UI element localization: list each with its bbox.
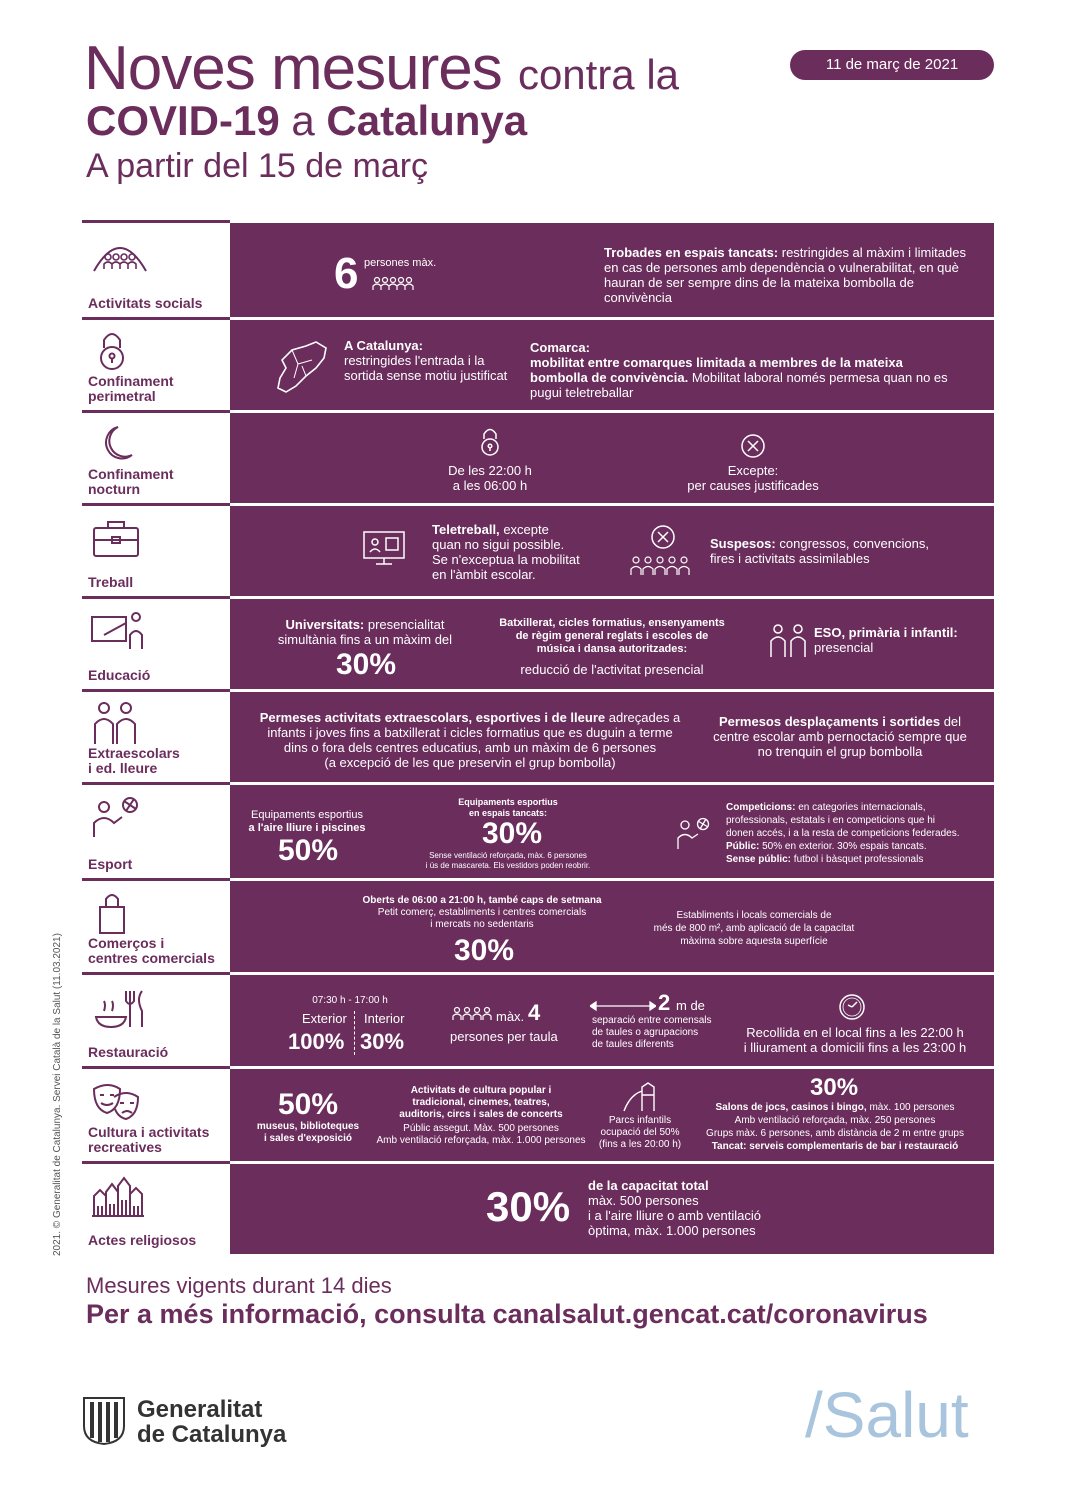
label-line-1: Confinament bbox=[88, 373, 174, 389]
esport-b-4: i ús de mascareta. Els vestidors poden reobrir. bbox=[425, 861, 591, 870]
cultura-d-4b: Tancat: bbox=[711, 1141, 747, 1152]
label-line-1: Confinament bbox=[88, 466, 174, 482]
row-comercos bbox=[82, 878, 994, 972]
row-activitats-socials bbox=[82, 220, 994, 317]
religiosos-a-1: de la capacitat total bbox=[588, 1178, 709, 1193]
row-treball bbox=[82, 503, 994, 596]
bat-2: de règim general reglats i escoles de bbox=[515, 630, 709, 642]
row-body bbox=[230, 596, 994, 689]
tele-bold: Teletreball, bbox=[432, 522, 500, 537]
row-extraescolars bbox=[82, 689, 994, 782]
cultura-salons-pct: 30% bbox=[810, 1074, 859, 1101]
salut-logo: /Salut bbox=[805, 1379, 969, 1451]
esport-tancats-note bbox=[410, 851, 606, 871]
footer-validity: Mesures vigents durant 14 dies bbox=[86, 1273, 392, 1298]
title-mid: a bbox=[291, 97, 315, 144]
athlete-ball-icon bbox=[676, 815, 714, 851]
comarca-title: Comarca: bbox=[530, 340, 590, 355]
people-row-icon bbox=[372, 275, 418, 291]
catalunya-title: A Catalunya: bbox=[344, 338, 423, 353]
children-icon bbox=[768, 621, 808, 659]
row-body bbox=[230, 317, 994, 410]
row-label-text bbox=[88, 1125, 209, 1155]
uni-1: presencialitat bbox=[367, 617, 445, 632]
rest-dist-3: de taules diferents bbox=[592, 1039, 674, 1050]
cultura-museus-pct: 50% bbox=[278, 1088, 339, 1121]
group-arch-icon bbox=[90, 231, 150, 277]
row-body bbox=[230, 878, 994, 972]
cultura-c-2: ocupació del 50% bbox=[600, 1127, 680, 1138]
nocturn-hours bbox=[410, 463, 570, 493]
susp-1: congressos, convencions, bbox=[779, 536, 929, 551]
cultura-c-1: Parcs infantils bbox=[608, 1115, 672, 1126]
bat-1: Batxillerat, cicles formatius, ensenyaments bbox=[499, 617, 725, 629]
religiosos-pct: 30% bbox=[486, 1183, 571, 1230]
esport-tancats bbox=[430, 797, 586, 819]
religiosos-a-3: i a l'aire lliure o amb ventilació bbox=[588, 1208, 762, 1223]
row-label-text bbox=[88, 467, 174, 497]
cultura-c-3: (fins a les 20:00 h) bbox=[598, 1139, 682, 1150]
cultura-a-2: i sales d'exposició bbox=[264, 1133, 352, 1144]
gen-line-2: de Catalunya bbox=[137, 1421, 287, 1448]
row-label bbox=[82, 410, 230, 503]
esport-a-2: a l'aire lliure i piscines bbox=[248, 822, 366, 834]
row-body bbox=[230, 220, 994, 317]
social-max-number: 6 bbox=[334, 249, 359, 298]
except-line-1: Excepte: bbox=[727, 463, 779, 478]
rest-exterior-label: Exterior bbox=[302, 1011, 347, 1026]
shopping-bag-icon bbox=[90, 889, 150, 935]
hours-line-2: a les 06:00 h bbox=[452, 478, 528, 493]
label-line-2: centres comercials bbox=[88, 950, 215, 966]
extra-a-1b: adreçades a bbox=[608, 710, 681, 725]
esport-c-1b: Competicions: bbox=[726, 802, 796, 813]
row-body bbox=[230, 972, 994, 1066]
row-label-text bbox=[88, 746, 180, 776]
row-label bbox=[82, 317, 230, 410]
esport-competicions bbox=[726, 801, 972, 866]
row-label bbox=[82, 1161, 230, 1254]
social-text bbox=[604, 245, 974, 305]
double-arrow-icon bbox=[590, 1001, 656, 1011]
social-text-body: restringides al màxim i limitades en cas de persones amb dependència o vulnerabilitat, en què hauran de ser sempre dins de la mateixa bombolla de convivència bbox=[604, 245, 966, 305]
eso-1: ESO, primària i infantil: bbox=[814, 625, 958, 640]
cultura-b-3: auditoris, circs i sales de concerts bbox=[399, 1109, 563, 1120]
comarca-text-bold: mobilitat entre comarques limitada a membres de la mateixa bombolla de convivència. bbox=[530, 355, 903, 385]
cultura-d-4: serveis complementaris de bar i restauració bbox=[749, 1141, 959, 1152]
row-label bbox=[82, 878, 230, 972]
perimetral-comarca bbox=[530, 340, 960, 400]
subtitle: A partir del 15 de març bbox=[86, 147, 429, 185]
row-label bbox=[82, 220, 230, 317]
comercos-800m2 bbox=[644, 909, 864, 948]
catalonia-map-icon bbox=[272, 338, 332, 398]
uni-2: simultània fins a un màxim del bbox=[277, 632, 453, 647]
esport-c-5b: Sense públic: bbox=[726, 854, 792, 865]
row-body bbox=[230, 1066, 994, 1161]
row-label-text: Activitats socials bbox=[88, 295, 203, 311]
esport-b-2: en espais tancats: bbox=[468, 808, 548, 818]
rest-rec-1: Recollida en el local fins a les 22:00 h bbox=[746, 1025, 964, 1040]
row-label-text bbox=[88, 374, 174, 404]
row-label-text: Actes religiosos bbox=[88, 1232, 197, 1248]
row-label bbox=[82, 689, 230, 782]
label-line-1: Cultura i activitats bbox=[88, 1124, 210, 1140]
esport-c-4b: Públic: bbox=[726, 841, 760, 852]
extra-b-1: Permesos desplaçaments i sortides bbox=[718, 714, 941, 729]
extra-a-4: (a excepció de les que preservin el grup bombolla) bbox=[324, 755, 616, 770]
extra-b-1b: del bbox=[943, 714, 962, 729]
hours-line-1: De les 22:00 h bbox=[448, 463, 532, 478]
cultura-a-1: museus, biblioteques bbox=[256, 1121, 360, 1132]
extra-b-2: centre escolar amb pernoctació sempre que bbox=[713, 729, 967, 744]
comarca-text: Mobilitat laboral només permesa quan no es pugui teletreballar bbox=[530, 370, 948, 400]
religiosos-text bbox=[588, 1178, 788, 1238]
label-line-2: recreatives bbox=[88, 1139, 162, 1155]
row-cultura bbox=[82, 1066, 994, 1161]
row-label-text: Educació bbox=[88, 667, 151, 683]
title-small: contra la bbox=[517, 51, 680, 98]
susp-2: fires i activitats assimilables bbox=[710, 551, 870, 566]
tele-3: Se n'exceptua la mobilitat bbox=[432, 552, 580, 567]
esport-b-3: Sense ventilació reforçada, màx. 6 persones bbox=[429, 851, 587, 860]
comercos-b-3: màxima sobre aquesta superfície bbox=[680, 936, 828, 947]
comercos-b-1: Establiments i locals comercials de bbox=[676, 910, 832, 921]
cultura-d-1: màx. 100 persones bbox=[869, 1102, 955, 1113]
esport-c-2: professionals, estatals i en competicions que hi bbox=[726, 815, 936, 826]
tele-2: quan no sigui possible. bbox=[432, 537, 565, 552]
esport-b-1: Equipaments esportius bbox=[458, 797, 558, 807]
cultura-d-2: Amb ventilació reforçada, màx. 250 persones bbox=[734, 1115, 936, 1126]
cultura-b-1: Activitats de cultura popular i bbox=[410, 1085, 552, 1096]
treball-teletreball bbox=[432, 522, 622, 582]
except-line-2: per causes justificades bbox=[687, 478, 819, 493]
rest-recollida bbox=[730, 1025, 980, 1055]
tele-4: en l'àmbit escolar. bbox=[432, 567, 536, 582]
row-label bbox=[82, 503, 230, 596]
rest-max-num: 4 bbox=[528, 1000, 541, 1025]
religiosos-a-4: òptima, màx. 1.000 persones bbox=[588, 1223, 756, 1238]
cultura-b-5: Amb ventilació reforçada, màx. 1.000 persones bbox=[376, 1135, 586, 1146]
row-label bbox=[82, 782, 230, 878]
esport-aire-pct: 50% bbox=[278, 834, 339, 867]
rest-interior-label: Interior bbox=[364, 1011, 405, 1026]
label-line-1: Extraescolars bbox=[88, 745, 180, 761]
comercos-a-2: Petit comerç, establiments i centres comercials bbox=[377, 907, 587, 918]
esport-c-4: 50% en exterior. 30% espais tancats. bbox=[762, 841, 927, 852]
title-big: Noves mesures bbox=[84, 34, 502, 103]
perimetral-catalunya bbox=[344, 338, 514, 383]
esport-c-1: en categories internacionals, bbox=[798, 802, 926, 813]
rest-interior-pct: 30% bbox=[360, 1029, 405, 1054]
rest-exterior-pct: 100% bbox=[288, 1029, 345, 1054]
row-label-text: Restauració bbox=[88, 1044, 169, 1060]
date-badge: 11 de març de 2021 bbox=[790, 50, 994, 80]
susp-bold: Suspesos: bbox=[710, 536, 776, 551]
row-educacio bbox=[82, 596, 994, 689]
label-line-2: perimetral bbox=[88, 388, 156, 404]
title-line-2 bbox=[86, 98, 527, 144]
rest-max-text: persones per taula bbox=[450, 1029, 558, 1044]
religiosos-a-2: màx. 500 persones bbox=[588, 1193, 699, 1208]
comercos-oberts bbox=[342, 895, 622, 931]
title-bold-1: COVID-19 bbox=[86, 97, 280, 144]
treball-suspesos bbox=[710, 536, 940, 566]
people-group-icon bbox=[630, 554, 692, 576]
cultura-activitats bbox=[370, 1085, 592, 1121]
edu-universitats bbox=[270, 617, 460, 647]
row-label bbox=[82, 1066, 230, 1161]
row-label-text bbox=[88, 936, 215, 966]
row-label bbox=[82, 596, 230, 689]
rest-max-pre: màx. bbox=[496, 1009, 525, 1024]
row-restauracio bbox=[82, 972, 994, 1066]
generalitat-logo-icon bbox=[82, 1396, 126, 1446]
athlete-ball-icon bbox=[90, 793, 150, 839]
nocturn-except bbox=[663, 463, 843, 493]
cross-circle-icon bbox=[740, 433, 766, 459]
row-confinament-perimetral bbox=[82, 317, 994, 410]
rest-dist-1: separació entre comensals bbox=[592, 1015, 712, 1026]
rest-dist-text bbox=[592, 1015, 732, 1051]
briefcase-icon bbox=[90, 514, 150, 560]
extra-a-3: dins o fora dels centres educatius, amb un màxim de 6 persones bbox=[283, 740, 657, 755]
cross-circle-icon bbox=[650, 524, 676, 550]
row-body bbox=[230, 782, 994, 878]
label-line-2: nocturn bbox=[88, 481, 141, 497]
extra-a-1: Permeses activitats extraescolars, esportives i de lleure bbox=[259, 710, 606, 725]
computer-videocall-icon bbox=[362, 530, 406, 566]
esport-c-5: futbol i bàsquet professionals bbox=[793, 854, 924, 865]
esport-c-3: donen accés, i a la resta de competicions federades. bbox=[726, 828, 960, 839]
copyright-credit: 2021. © Generalitat de Catalunya. Servei Català de la Salut (11.03.2021) bbox=[52, 933, 63, 1256]
row-label-text: Treball bbox=[88, 574, 134, 590]
cultura-b-2: tradicional, cinemes, teatres, bbox=[412, 1097, 550, 1108]
esport-tancats-pct: 30% bbox=[482, 817, 543, 850]
gen-line-1: Generalitat bbox=[137, 1396, 263, 1423]
cultura-publics bbox=[370, 1123, 592, 1147]
row-actes-religiosos bbox=[82, 1161, 994, 1254]
cultura-d-3: Grups màx. 6 persones, amb distància de 2 m entre grups bbox=[706, 1128, 964, 1139]
esport-a-1: Equipaments esportius bbox=[251, 809, 363, 821]
label-line-1: Comerços i bbox=[88, 935, 165, 951]
edu-uni-pct: 30% bbox=[336, 648, 397, 681]
children-icon bbox=[90, 700, 150, 746]
social-max-note: persones màx. bbox=[364, 257, 437, 269]
cultura-b-4: Públic assegut. Màx. 500 persones bbox=[403, 1123, 559, 1134]
rest-dist-unit: m de bbox=[676, 998, 705, 1013]
rest-dist-2: de taules o agrupacions bbox=[592, 1027, 699, 1038]
catalunya-text: restringides l'entrada i la sortida sense motiu justificat bbox=[344, 353, 508, 383]
clock-icon bbox=[838, 993, 866, 1021]
cultura-museus bbox=[248, 1121, 368, 1145]
row-esport bbox=[82, 782, 994, 878]
theatre-masks-icon bbox=[90, 1077, 150, 1123]
title-bold-2: Catalunya bbox=[326, 97, 528, 144]
rest-divider bbox=[354, 1011, 355, 1055]
label-line-2: i ed. lleure bbox=[88, 760, 158, 776]
comercos-a-1: Oberts de 06:00 a 21:00 h, també caps de setmana bbox=[362, 895, 602, 906]
edu-batxillerat bbox=[488, 617, 736, 656]
uni-bold: Universitats: bbox=[285, 617, 365, 632]
tele-1: excepte bbox=[503, 522, 549, 537]
cutlery-icon bbox=[90, 983, 150, 1029]
row-body bbox=[230, 503, 994, 596]
row-body bbox=[230, 689, 994, 782]
cultura-salons bbox=[700, 1101, 970, 1153]
rest-dist-num: 2 bbox=[658, 990, 671, 1015]
cultura-d-1b: Salons de jocs, casinos i bingo, bbox=[715, 1102, 867, 1113]
row-confinament-nocturn bbox=[82, 410, 994, 503]
esport-aire-lliure bbox=[242, 809, 372, 835]
comercos-a-3: i mercats no sedentaris bbox=[430, 919, 534, 930]
rest-rec-2: i lliurament a domicili fins a les 23:00 h bbox=[743, 1040, 967, 1055]
generalitat-name bbox=[137, 1397, 286, 1447]
comercos-pct: 30% bbox=[454, 934, 515, 967]
cultura-parcs bbox=[590, 1115, 690, 1151]
edu-bat-reduccio: reducció de l'activitat presencial bbox=[520, 662, 704, 677]
edu-eso bbox=[814, 625, 974, 655]
row-label bbox=[82, 972, 230, 1066]
footer-more-info: Per a més informació, consulta canalsalut.gencat.cat/coronavirus bbox=[86, 1299, 928, 1329]
church-icon bbox=[90, 1172, 150, 1218]
teacher-board-icon bbox=[90, 607, 150, 653]
social-text-bold: Trobades en espais tancats: bbox=[604, 245, 779, 260]
eso-2: presencial bbox=[814, 640, 874, 655]
rest-hours: 07:30 h - 17:00 h bbox=[312, 995, 388, 1006]
extra-b-3: no trenquin el grup bombolla bbox=[757, 744, 923, 759]
moon-icon bbox=[90, 421, 150, 467]
extra-desplacaments bbox=[710, 714, 970, 759]
padlock-small-icon bbox=[478, 425, 502, 457]
row-body bbox=[230, 1161, 994, 1254]
bat-3: música i dansa autoritzades: bbox=[536, 643, 688, 655]
people-row-icon bbox=[452, 1005, 492, 1021]
row-label-text: Esport bbox=[88, 856, 133, 872]
padlock-icon bbox=[90, 328, 150, 374]
row-body bbox=[230, 410, 994, 503]
comercos-b-2: més de 800 m², amb aplicació de la capacitat bbox=[653, 923, 855, 934]
playground-slide-icon bbox=[622, 1081, 658, 1113]
extra-activitats bbox=[250, 710, 690, 770]
extra-a-2: infants i joves fins a batxillerat i cicles formatius que es duguin a terme bbox=[267, 725, 673, 740]
